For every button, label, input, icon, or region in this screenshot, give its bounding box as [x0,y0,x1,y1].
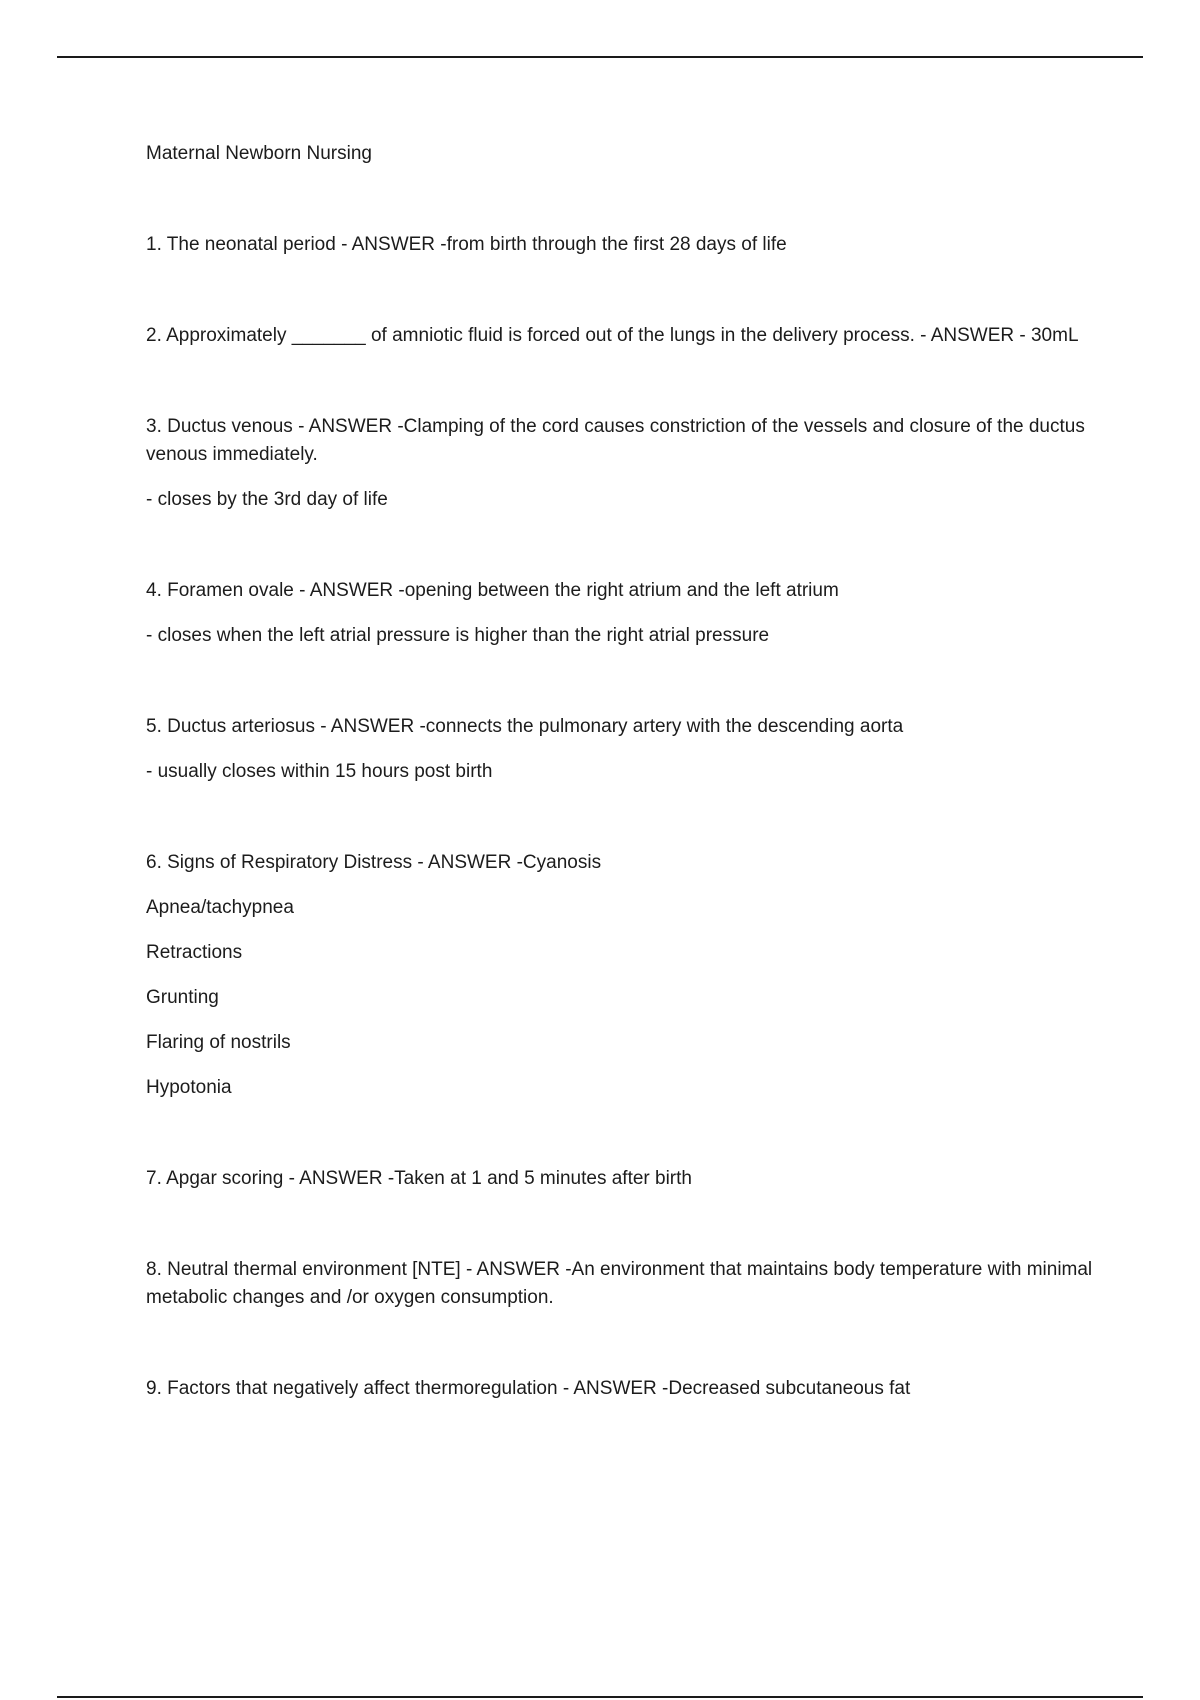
qa-item-9 [146,1375,1096,1403]
qa-item-5 [146,713,1096,786]
page-header-rule [57,56,1143,58]
qa-item-6 [146,849,1096,1102]
qa-line: 6. Signs of Respiratory Distress - ANSWER -Cyanosis [146,852,602,873]
qa-item-8 [146,1256,1096,1312]
qa-line: 2. Approximately _______ of amniotic fluid is forced out of the lungs in the delivery process. - ANSWER - 30mL [146,325,1079,346]
qa-line: 5. Ductus arteriosus - ANSWER -connects the pulmonary artery with the descending aorta [146,716,904,737]
qa-item-3 [146,413,1096,514]
qa-line: - usually closes within 15 hours post birth [146,761,493,782]
qa-line: Apnea/tachypnea [146,897,294,918]
qa-line: 7. Apgar scoring - ANSWER -Taken at 1 and 5 minutes after birth [146,1168,692,1189]
qa-line: Flaring of nostrils [146,1032,291,1053]
qa-line: 9. Factors that negatively affect thermoregulation - ANSWER -Decreased subcutaneous fat [146,1378,911,1399]
document-title: Maternal Newborn Nursing [146,143,372,164]
qa-line: 3. Ductus venous - ANSWER -Clamping of the cord causes constriction of the vessels and closure of the ductus venous immediately. [146,416,1085,465]
document-body [146,140,1096,1403]
qa-line: Retractions [146,942,243,963]
qa-item-7 [146,1165,1096,1193]
qa-line: Hypotonia [146,1077,232,1098]
qa-item-2 [146,322,1096,350]
qa-line: 4. Foramen ovale - ANSWER -opening between the right atrium and the left atrium [146,580,839,601]
qa-line: 8. Neutral thermal environment [NTE] - ANSWER -An environment that maintains body temperature with minimal metabolic changes and /or oxygen consumption. [146,1259,1093,1308]
qa-item-1 [146,231,1096,259]
qa-line: 1. The neonatal period - ANSWER -from birth through the first 28 days of life [146,234,787,255]
qa-line: - closes by the 3rd day of life [146,489,388,510]
qa-line: - closes when the left atrial pressure is higher than the right atrial pressure [146,625,770,646]
qa-item-4 [146,577,1096,650]
page-footer-rule [57,1696,1143,1698]
qa-line: Grunting [146,987,219,1008]
